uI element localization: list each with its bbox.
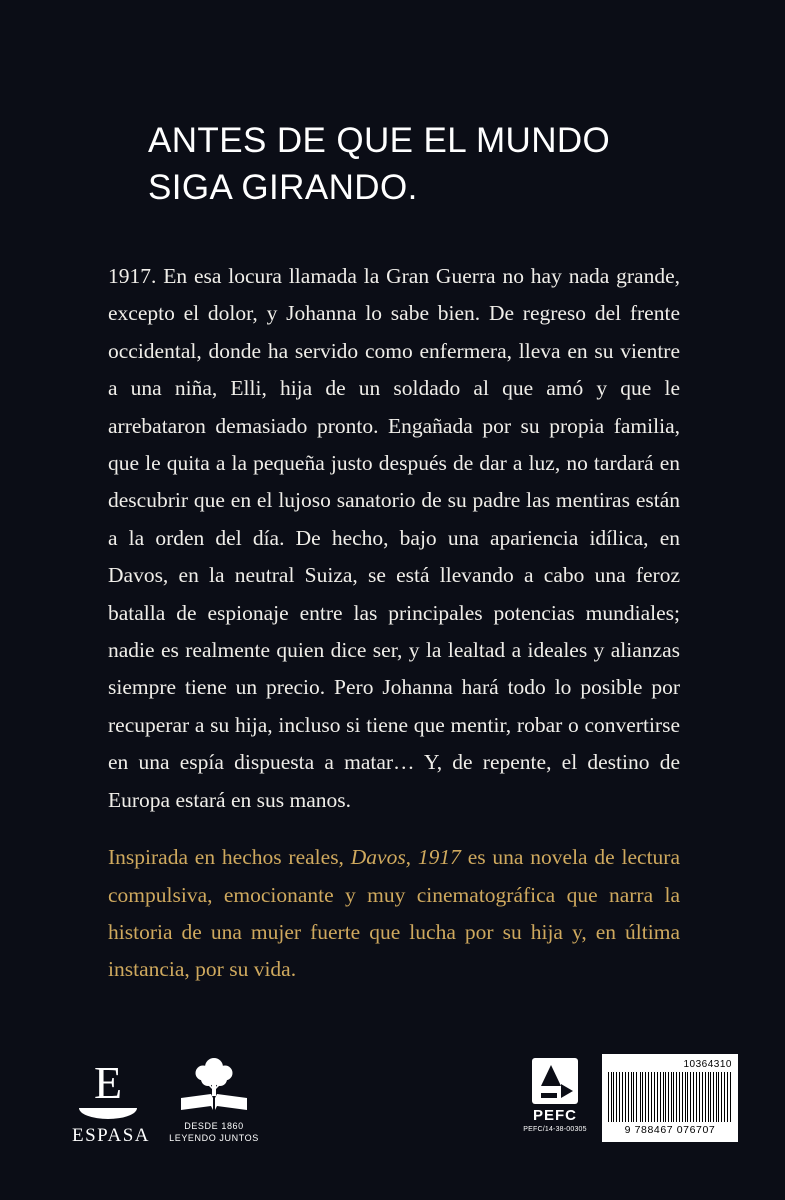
barcode-bar [642,1072,643,1122]
blurb-paragraph: 1917. En esa locura llamada la Gran Guerra no hay nada grande, excepto el dolor, y Johanna lo sabe bien. De regreso del frente occidental, donde ha servido como enfermera, lleva en su vientre a una niña, Elli, hija de un soldado al que amó y que le arrebataron demasiado pronto. Engañada por su propia familia, que le quita a la pequeña justo después de dar a luz, no tardará en descubrir que en el lujoso sanatorio de su padre las mentiras están a la orden del día. De hecho, bajo una apariencia idílica, en Davos, en la neutral Suiza, se está llevando a cabo una feroz batalla de espionaje entre las principales potencias mundiales; nadie es realmente quien dice ser, y la lealtad a ideales y alianzas siempre tiene un precio. Pero Johanna hará todo lo posible por recuperar a su hija, incluso si tiene que mentir, robar o convertirse en una espía dispuesta a matar… Y, de repente, el destino de Europa estará en sus manos. [108,264,680,812]
tree-book-icon [177,1054,251,1116]
barcode-gap [726,1072,727,1122]
barcode-bar [679,1072,680,1122]
footer [0,1040,785,1200]
book-title: Davos, 1917 [350,845,461,870]
barcode-bar [696,1072,697,1122]
barcode-bar [673,1072,674,1122]
headline-line-2: SIGA GIRANDO. [148,167,418,207]
barcode-bar [636,1072,637,1122]
barcode-bar [645,1072,646,1122]
barcode-bar [611,1072,612,1122]
barcode-bottom-number: 9 788467 076707 [624,1124,716,1136]
barcode-gap [661,1072,662,1122]
imprint-tagline [162,1120,266,1144]
barcode-bar [622,1072,623,1122]
barcode-bar [648,1072,649,1122]
publisher-logo [72,1057,151,1147]
barcode-gap [717,1072,718,1122]
barcode-gap [703,1072,704,1122]
barcode-gap [700,1072,701,1122]
barcode-bar [625,1072,626,1122]
barcode-bar [619,1072,620,1122]
page-title [148,118,668,211]
pefc-logo [520,1058,590,1133]
barcode-top-number: 10364310 [683,1059,732,1070]
pefc-arrow-icon [561,1084,573,1098]
barcode-gap [634,1072,635,1122]
espasa-e-mark: E [93,1057,123,1108]
espasa-swoosh-icon [79,1108,137,1119]
blurb-section [108,258,680,989]
barcode-gap [689,1072,690,1122]
pefc-code: PEFC/14-38-00305 [523,1126,587,1133]
barcode [602,1054,738,1142]
headline-line-1: ANTES DE QUE EL MUNDO [148,121,611,160]
barcode-gap [722,1072,723,1122]
pefc-tree-icon [532,1058,578,1104]
barcode-bars [608,1072,732,1122]
barcode-bar [730,1072,731,1122]
barcode-gap [691,1072,692,1122]
espasa-wordmark: ESPASA [72,1125,151,1146]
barcode-bar [657,1072,658,1122]
blurb-highlight [108,839,680,989]
barcode-bar [668,1072,669,1122]
pefc-tree-base [541,1093,557,1098]
imprint-logo [162,1054,266,1144]
barcode-gap [706,1072,707,1122]
barcode-gap [683,1072,684,1122]
barcode-bar [651,1072,652,1122]
barcode-bar [713,1072,714,1122]
barcode-bar [705,1072,706,1122]
highlight-post: es una novela de lectura compulsiva, emocionante y muy cinematográfica que narra la historia de una mujer fuerte que lucha por su hija y, en última instancia, por su vida. [108,845,680,982]
imprint-tagline-line-1: DESDE 1860 [184,1121,244,1131]
barcode-gap [638,1072,639,1122]
barcode-bar [628,1072,629,1122]
highlight-pre: Inspirada en hechos reales, [108,845,351,870]
barcode-gap [617,1072,618,1122]
barcode-gap [669,1072,670,1122]
barcode-gap [694,1072,695,1122]
barcode-bar [724,1072,725,1122]
pefc-wordmark: PEFC [532,1107,577,1124]
imprint-tagline-line-2: LEYENDO JUNTOS [169,1133,259,1144]
pefc-tree-shape [541,1065,561,1086]
barcode-gap [626,1072,627,1122]
